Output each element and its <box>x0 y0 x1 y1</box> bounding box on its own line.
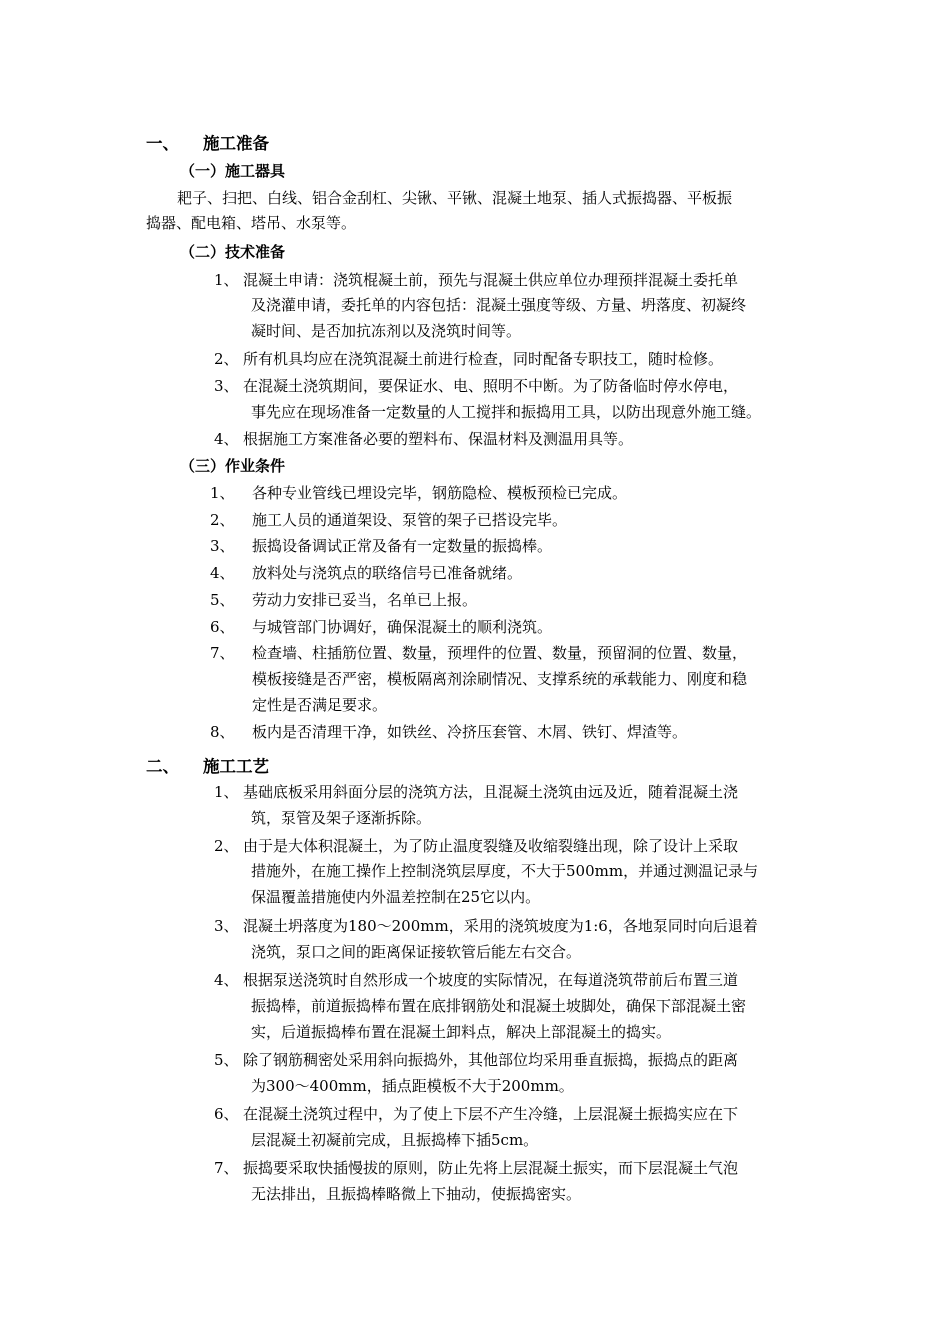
paragraph-line: 耙子、扫把、白线、铝合金刮杠、尖锹、平锹、混凝土地泵、插人式振捣器、平板振 <box>177 189 733 207</box>
list-item-line: 振捣棒，前道振捣棒布置在底排钢筋处和混凝土坡脚处，确保下部混凝土密 <box>251 997 747 1015</box>
section-1-number: 一、 <box>146 134 179 153</box>
list-item-line: 事先应在现场准备一定数量的人工搅拌和振捣用工具，以防出现意外施工缝。 <box>251 403 762 421</box>
list-item-line: 基础底板采用斜面分层的浇筑方法，且混凝土浇筑由远及近，随着混凝土浇 <box>243 783 739 801</box>
list-number: 7、 <box>210 644 235 662</box>
list-item-line: 浇筑，泵口之间的距离保证接软管后能左右交合。 <box>251 943 582 961</box>
list-item-line: 在混凝土浇筑期间，要保证水、电、照明不中断。为了防备临时停水停电， <box>243 377 739 395</box>
list-item-line: 混凝土坍落度为180～200mm，采用的浇筑坡度为1:6，各地泵同时向后退着 <box>243 917 758 935</box>
list-item-line: 定性是否满足要求。 <box>252 696 388 714</box>
list-item-line: 所有机具均应在浇筑混凝土前进行检查，同时配备专职技工，随时检修。 <box>243 350 724 368</box>
list-item-line: 为300～400mm，插点距模板不大于200mm。 <box>251 1077 574 1095</box>
list-number: 6、 <box>214 1105 239 1123</box>
list-item-line: 放料处与浇筑点的联络信号已准备就绪。 <box>252 564 523 582</box>
list-item-line: 无法排出，且振捣棒略微上下抽动，使振捣密实。 <box>251 1185 582 1203</box>
section-2-number: 二、 <box>146 757 179 776</box>
list-item-line: 施工人员的通道架设、泵管的架子已搭设完毕。 <box>252 511 568 529</box>
list-number: 2、 <box>210 511 235 529</box>
list-item-line: 筑，泵管及架子逐渐拆除。 <box>251 809 432 827</box>
list-number: 2、 <box>214 350 239 368</box>
list-number: 5、 <box>214 1051 239 1069</box>
list-item-line: 根据施工方案准备必要的塑料布、保温材料及测温用具等。 <box>243 430 634 448</box>
list-number: 4、 <box>210 564 235 582</box>
list-item-line: 由于是大体积混凝土，为了防止温度裂缝及收缩裂缝出现，除了设计上采取 <box>243 837 739 855</box>
section-1-title: 施工准备 <box>203 134 269 153</box>
list-number: 4、 <box>214 430 239 448</box>
list-item-line: 根据泵送浇筑时自然形成一个坡度的实际情况，在每道浇筑带前后布置三道 <box>243 971 739 989</box>
list-item-line: 劳动力安排已妥当，名单已上报。 <box>252 591 478 609</box>
list-number: 1、 <box>210 484 235 502</box>
list-item-line: 凝时间、是否加抗冻剂以及浇筑时间等。 <box>251 322 522 340</box>
list-number: 3、 <box>210 537 235 555</box>
list-number: 3、 <box>214 377 239 395</box>
list-item-line: 混凝土申请：浇筑棍凝土前，预先与混凝土供应单位办理预拌混凝土委托单 <box>243 271 739 289</box>
list-number: 1、 <box>214 783 239 801</box>
list-item-line: 与城管部门协调好，确保混凝土的顺利浇筑。 <box>252 618 553 636</box>
list-item-line: 振捣要采取快插慢拔的原则，防止先将上层混凝土振实，而下层混凝土气泡 <box>243 1159 739 1177</box>
list-number: 7、 <box>214 1159 239 1177</box>
list-item-line: 层混凝土初凝前完成，且振捣棒下插5cm。 <box>251 1131 539 1149</box>
list-number: 6、 <box>210 618 235 636</box>
list-item-line: 模板接缝是否严密，模板隔离剂涂刷情况、支撑系统的承载能力、刚度和稳 <box>252 670 748 688</box>
subsection-tools-title: （一）施工器具 <box>180 162 286 180</box>
list-number: 3、 <box>214 917 239 935</box>
list-number: 5、 <box>210 591 235 609</box>
list-item-line: 及浇灌申请，委托单的内容包括：混凝土强度等级、方量、坍落度、初凝终 <box>251 296 747 314</box>
paragraph-line: 捣器、配电箱、塔吊、水泵等。 <box>146 214 357 232</box>
list-item-line: 在混凝土浇筑过程中，为了使上下层不产生冷缝，上层混凝土振捣实应在下 <box>243 1105 739 1123</box>
subsection-conditions-title: （三）作业条件 <box>180 457 286 475</box>
list-number: 1、 <box>214 271 239 289</box>
list-item-line: 除了钢筋稠密处采用斜向振捣外，其他部位均采用垂直振捣，振捣点的距离 <box>243 1051 739 1069</box>
list-item-line: 检查墙、柱插筋位置、数量，预埋件的位置、数量，预留洞的位置、数量， <box>252 644 748 662</box>
list-item-line: 保温覆盖措施使内外温差控制在25它以内。 <box>251 888 541 906</box>
list-number: 2、 <box>214 837 239 855</box>
subsection-tech-title: （二）技术准备 <box>180 243 286 261</box>
section-2-title: 施工工艺 <box>203 757 269 776</box>
list-number: 8、 <box>210 723 235 741</box>
list-item-line: 各种专业管线已埋设完毕，钢筋隐检、模板预检已完成。 <box>252 484 628 502</box>
list-item-line: 板内是否清理干净，如铁丝、冷挤压套管、木屑、铁钉、焊渣等。 <box>252 723 688 741</box>
list-item-line: 振捣设备调试正常及备有一定数量的振捣棒。 <box>252 537 553 555</box>
list-number: 4、 <box>214 971 239 989</box>
list-item-line: 措施外，在施工操作上控制浇筑层厚度，不大于500mm，并通过测温记录与 <box>251 862 759 880</box>
list-item-line: 实，后道振捣棒布置在混凝土卸料点，解决上部混凝土的捣实。 <box>251 1023 672 1041</box>
